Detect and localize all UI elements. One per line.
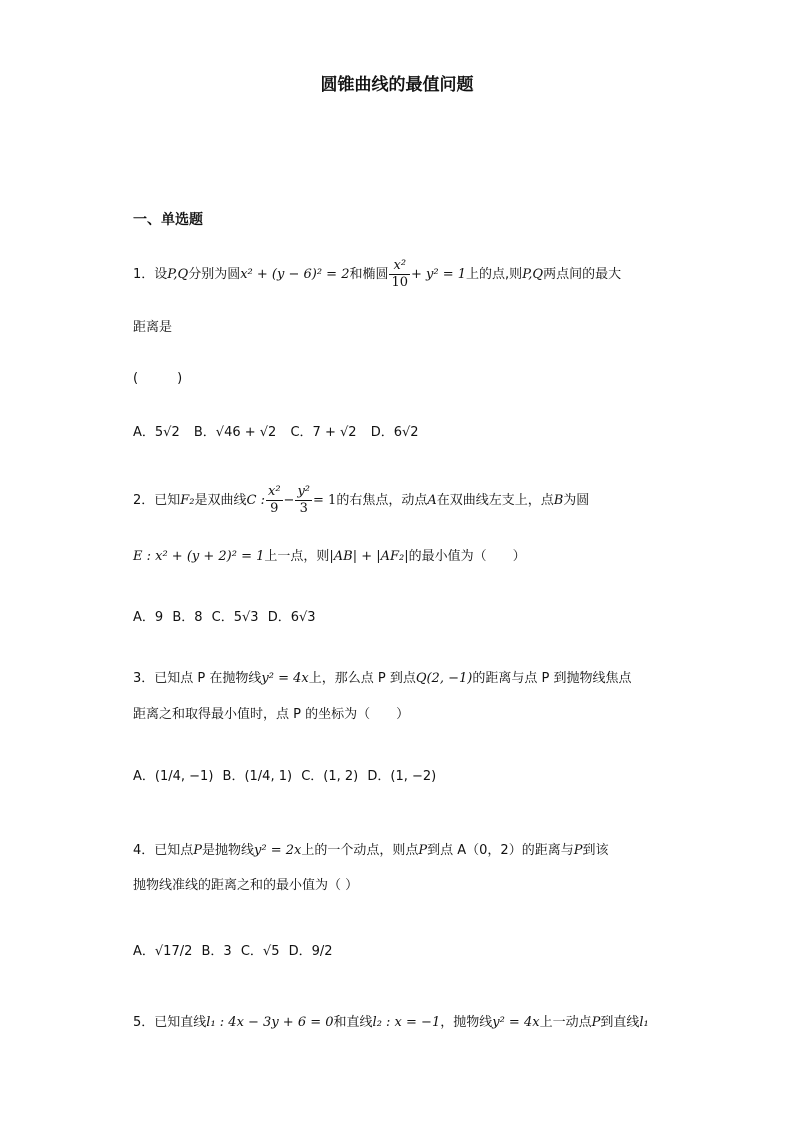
question-2-options — [133, 606, 316, 625]
question-1-line-1 — [133, 258, 621, 291]
q2-point-a: A — [427, 493, 437, 508]
q1-text: 两点间的最大 — [543, 267, 622, 282]
question-4-line-1 — [133, 839, 608, 858]
section-heading: 一、单选题 — [133, 212, 203, 228]
q5-text: 上一动点 — [539, 1015, 592, 1030]
q2-number: 2．已知 — [133, 493, 181, 508]
option-d: D．6√2 — [370, 425, 419, 440]
question-2-line-1: 2．已知F₂是双曲线C : $\frac{\text{x²}}{9}$ − $\frac{\text{y²}}{3}$ = 1的右焦点，动点A在双曲线左支上，点B为圆 — [133, 484, 590, 516]
frac-num: x² — [268, 484, 281, 499]
frac-den: 9 — [270, 501, 279, 516]
q5-line-l1-ref: l₁ — [639, 1015, 649, 1030]
option-d: D．6√3 — [267, 610, 316, 625]
q1-pq-2: P,Q — [522, 267, 544, 282]
option-c: C．√5 — [240, 944, 280, 959]
q1-circle-eq: x² + (y − 6)² = 2 — [240, 267, 350, 282]
q4-text: 4．已知点 — [133, 843, 194, 858]
option-b: B．3 — [201, 944, 232, 959]
q5-point-p: P — [591, 1015, 601, 1030]
option-a: A．(1/4, −1) — [133, 769, 214, 784]
q3-point-q: Q(2, −1) — [415, 671, 473, 686]
question-3-options — [133, 765, 436, 784]
q2-circle-eq: E : x² + (y + 2)² = 1 — [133, 549, 265, 564]
q2-text: 上一点，则 — [264, 549, 330, 564]
q5-text: ，抛物线 — [440, 1015, 493, 1030]
q4-point-p: P — [193, 843, 203, 858]
q4-text: 是抛物线 — [202, 843, 255, 858]
q2-text: 为圆 — [563, 493, 590, 508]
question-1-options — [133, 421, 419, 440]
option-c: C．7 + √2 — [290, 425, 357, 440]
q3-text: 上，那么点 P 到点 — [308, 671, 416, 686]
option-a: A．9 — [133, 610, 164, 625]
q2-frac-1 — [266, 484, 283, 517]
option-d: D．(1, −2) — [367, 769, 437, 784]
question-4-options — [133, 940, 333, 959]
option-b: B．√46 + √2 — [193, 425, 277, 440]
q2-frac-2 — [295, 484, 312, 517]
option-c: C．5√3 — [211, 610, 259, 625]
option-a: A．√17/2 — [133, 944, 193, 959]
q5-text: 和直线 — [333, 1015, 373, 1030]
option-a: A．5√2 — [133, 425, 180, 440]
q4-point-p-3: P — [573, 843, 583, 858]
q4-text: 到点 A（0，2）的距离与 — [427, 843, 574, 858]
q2-text: 的最小值为（ ） — [408, 549, 526, 564]
q1-number: 1．设 — [133, 267, 168, 282]
question-3-line-1 — [133, 667, 631, 686]
q1-text: 分别为圆 — [188, 267, 241, 282]
q3-text: 3．已知点 P 在抛物线 — [133, 671, 262, 686]
question-2-line-2 — [133, 545, 526, 564]
q2-f2: F₂ — [180, 493, 195, 508]
question-4-line-2: 抛物线准线的距离之和的最小值为（ ） — [133, 878, 359, 893]
frac-den: 3 — [299, 501, 308, 516]
question-3-line-2: 距离之和取得最小值时，点 P 的坐标为（ ） — [133, 707, 410, 722]
q2-point-b: B — [553, 493, 564, 508]
frac-den: 10 — [391, 275, 409, 290]
option-b: B．(1/4, 1) — [222, 769, 293, 784]
q2-eq: = 1 — [313, 493, 337, 508]
q4-parabola: y² = 2x — [254, 843, 302, 858]
q3-text: 的距离与点 P 到抛物线焦点 — [472, 671, 632, 686]
q4-text: 上的一个动点，则点 — [301, 843, 419, 858]
q5-parabola: y² = 4x — [492, 1015, 540, 1030]
q1-ellipse-frac — [389, 258, 410, 291]
option-c: C．(1, 2) — [301, 769, 359, 784]
q1-text: 上的点,则 — [466, 267, 523, 282]
frac-num: y² — [297, 484, 311, 499]
q5-text: 5．已知直线 — [133, 1015, 207, 1030]
frac-num: x² — [389, 258, 410, 275]
q5-text: 到直线 — [600, 1015, 640, 1030]
q2-text: 的右焦点，动点 — [336, 493, 428, 508]
question-5-line-1 — [133, 1011, 649, 1030]
q2-text: 在双曲线左支上，点 — [436, 493, 554, 508]
q5-line-l1: l₁ : 4x − 3y + 6 = 0 — [206, 1015, 334, 1030]
q2-curve-name: C : — [246, 493, 265, 508]
q2-text: 是双曲线 — [194, 493, 247, 508]
question-1-paren: ( ) — [133, 371, 183, 386]
q1-pq: P,Q — [167, 267, 189, 282]
q2-expression: |AB| + |AF₂| — [329, 549, 409, 564]
option-d: D．9/2 — [288, 944, 333, 959]
q4-text: 到该 — [582, 843, 609, 858]
q5-line-l2: l₂ : x = −1 — [372, 1015, 441, 1030]
q3-parabola: y² = 4x — [261, 671, 309, 686]
q4-point-p-2: P — [418, 843, 428, 858]
q1-ellipse-rest: + y² = 1 — [411, 267, 467, 282]
question-1-line-2: 距离是 — [133, 320, 173, 335]
q1-text: 和椭圆 — [349, 267, 389, 282]
option-b: B．8 — [172, 610, 203, 625]
page-title: 圆锥曲线的最值问题 — [320, 75, 474, 95]
